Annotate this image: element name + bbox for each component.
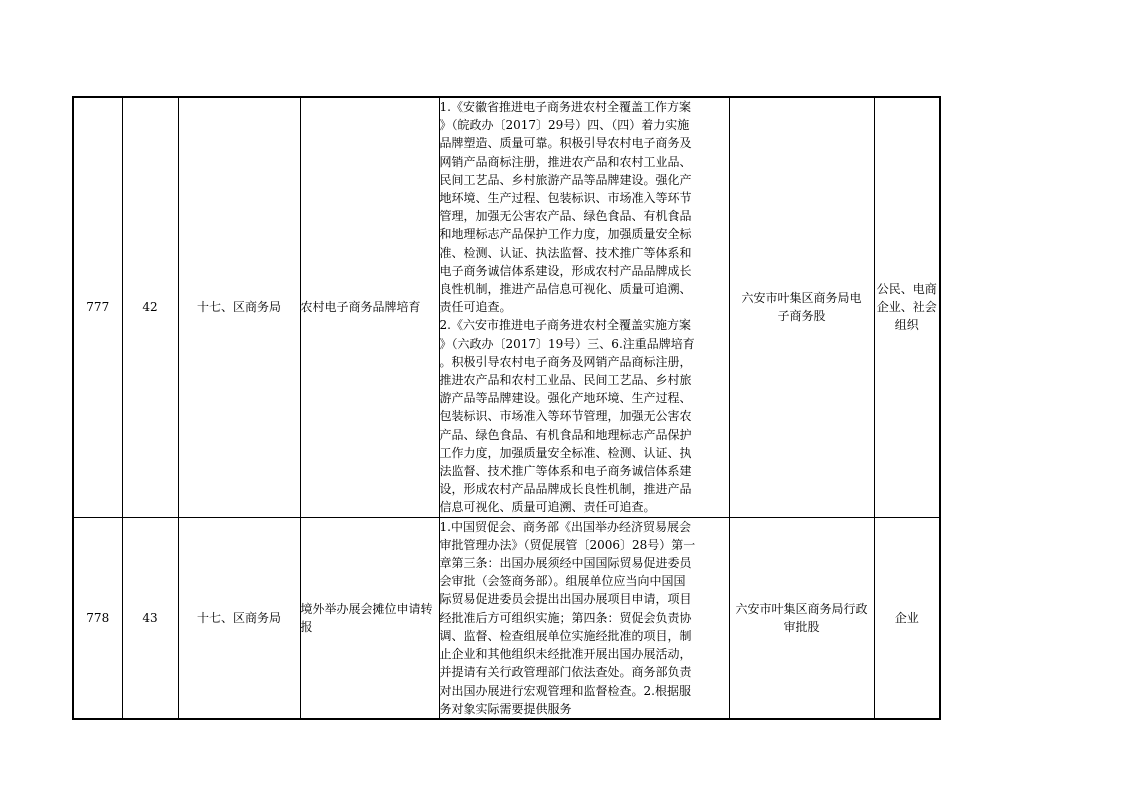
basis-line: 地环境、生产过程、包装标识、市场准入等环节 (439, 191, 692, 206)
basis-cell (439, 517, 729, 719)
table-row (73, 97, 940, 517)
basis-line: 电子商务诚信体系建设，形成农村产品品牌成长 (439, 263, 692, 278)
service-target-cell: 企业 (874, 517, 940, 719)
basis-line: 工作力度，加强质量安全标准、检测、认证、执 (439, 445, 692, 460)
basis-line: 2.《六安市推进电子商务进农村全覆盖实施方案 (439, 318, 691, 333)
basis-line: 责任可追查。 (439, 300, 512, 315)
basis-line: 设，形成农村产品品牌成长良性机制，推进产品 (439, 482, 692, 497)
basis-line: 推进农产品和农村工业品、民间工艺品、乡村旅 (439, 373, 692, 388)
department-cell: 十七、区商务局 (178, 97, 300, 517)
basis-line: 信息可视化、质量可追溯、责任可追查。 (439, 500, 656, 515)
basis-line: 》（六政办〔2017〕19号）三、6.注重品牌培育 (439, 336, 695, 351)
basis-line: 和地理标志产品保护工作力度，加强质量安全标 (439, 227, 692, 242)
department-cell: 十七、区商务局 (178, 517, 300, 719)
basis-line: 游产品等品牌建设。强化产地环境、生产过程、 (439, 391, 692, 406)
basis-line: 1.《安徽省推进电子商务进农村全覆盖工作方案 (439, 100, 691, 114)
basis-line: 民间工艺品、乡村旅游产品等品牌建设。强化产 (439, 172, 692, 187)
service-items-table (72, 96, 941, 720)
basis-line: 止企业和其他组织未经批准开展出国办展活动， (439, 647, 692, 662)
basis-line: 准、检测、认证、执法监督、技术推广等体系和 (439, 245, 692, 260)
basis-line: 会审批（会签商务部）。组展单位应当向中国国 (439, 574, 686, 589)
basis-line: 良性机制，推进产品信息可视化、质量可追溯、 (439, 282, 692, 297)
basis-line: 务对象实际需要提供服务 (439, 701, 572, 716)
basis-line: 产品、绿色食品、有机食品和地理标志产品保护 (439, 427, 692, 442)
basis-line: 。积极引导农村电子商务及网销产品商标注册， (439, 354, 692, 369)
serial-number-cell: 778 (73, 517, 122, 719)
basis-line: 章第三条：出国办展须经中国国际贸易促进委员 (439, 556, 692, 571)
basis-cell (439, 97, 729, 517)
basis-line: 调、监督、检查组展单位实施经批准的项目，制 (439, 628, 692, 643)
item-name-cell: 农村电子商务品牌培育 (300, 97, 439, 517)
serial-number-cell: 777 (73, 97, 122, 517)
responsible-unit-cell: 六安市叶集区商务局行政审批股 (729, 517, 874, 719)
basis-line: 经批准后方可组织实施；第四条：贸促会负责协 (439, 610, 692, 625)
responsible-unit-cell: 六安市叶集区商务局电子商务股 (729, 97, 874, 517)
basis-line: 包装标识、市场准入等环节管理，加强无公害农 (439, 409, 692, 424)
basis-line: 对出国办展进行宏观管理和监督检查。2.根据服 (439, 683, 691, 698)
basis-line: 法监督、技术推广等体系和电子商务诚信体系建 (439, 464, 692, 479)
basis-line: 际贸易促进委员会提出出国办展项目申请，项目 (439, 592, 692, 607)
basis-line: 1.中国贸促会、商务部《出国举办经济贸易展会 (439, 519, 691, 534)
item-number-cell: 42 (122, 97, 178, 517)
basis-line: 并提请有关行政管理部门依法查处。商务部负责 (439, 665, 692, 680)
basis-line: 审批管理办法》（贸促展管〔2006〕28号）第一 (439, 537, 696, 552)
basis-line: 网销产品商标注册，推进农产品和农村工业品、 (439, 154, 692, 169)
basis-line: 》（皖政办〔2017〕29号）四、（四）着力实施 (439, 118, 690, 133)
table-row (73, 517, 940, 719)
basis-line: 管理，加强无公害农产品、绿色食品、有机食品 (439, 209, 692, 224)
item-number-cell: 43 (122, 517, 178, 719)
basis-line: 品牌塑造、质量可靠。积极引导农村电子商务及 (439, 136, 692, 151)
item-name-cell: 境外举办展会摊位申请转报 (300, 517, 439, 719)
service-target-cell: 公民、电商企业、社会组织 (874, 97, 940, 517)
